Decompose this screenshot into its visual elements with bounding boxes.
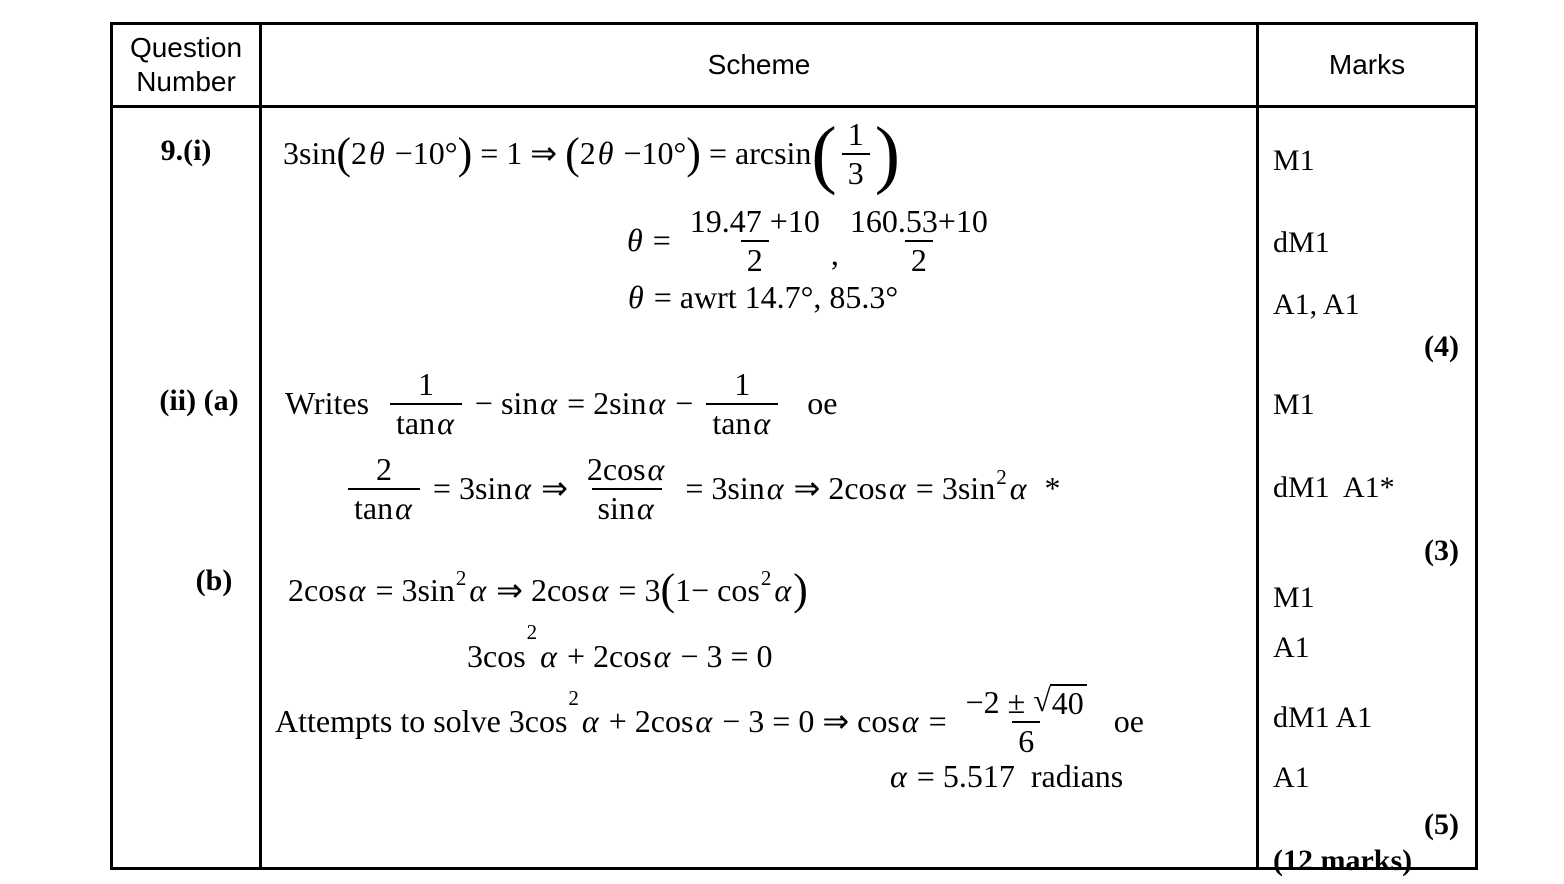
question-label-ii-a: (ii) (a) bbox=[159, 384, 239, 417]
scheme-line-cos-substitution: 2cos α = 3sin 2 α ⇒ 2cos α = 3 ( 1− cos 2 α ) bbox=[288, 565, 808, 615]
mark-m1-1: M1 bbox=[1273, 144, 1315, 177]
scheme-line-two-over-tan: 2 tan α = 3sin α ⇒ 2cos α sin α = 3sin α ⇒ 2cos α = 3sin 2 α * bbox=[343, 451, 1060, 527]
scheme-line-theta-awrt: θ = awrt 14.7°, 85.3° bbox=[628, 279, 899, 315]
mark-subtotal-5: (5) bbox=[1424, 808, 1459, 841]
header-marks: Marks bbox=[1328, 48, 1406, 80]
scheme-line-writes-identity: Writes 1 tan α − sin α = 2sin α − 1 tan α oe bbox=[285, 366, 838, 441]
mark-subtotal-4: (4) bbox=[1424, 330, 1459, 363]
scheme-column bbox=[262, 108, 1259, 867]
scheme-line-alpha-radians: α = 5.517 radians bbox=[890, 758, 1124, 794]
mark-scheme-table bbox=[110, 22, 1478, 877]
header-scheme: Scheme bbox=[262, 25, 1259, 105]
mark-subtotal-3: (3) bbox=[1424, 534, 1459, 567]
mark-a1a1: A1, A1 bbox=[1273, 288, 1360, 321]
header-row bbox=[113, 25, 1475, 108]
scheme-line-theta-fractions: θ = $\frac{19.47 +10}{2}$ , $\frac{160.53+10}{2}$ bbox=[627, 203, 988, 278]
mark-dm1-a1star: dM1 A1* bbox=[1273, 471, 1395, 504]
mark-dm1-1: dM1 bbox=[1273, 226, 1330, 259]
scheme-line-attempts-solve: Attempts to solve 3cos 2 α + 2cos α − 3 = 0 ⇒ cos α = −2 ± √ 40 6 oe bbox=[275, 682, 1144, 759]
mark-a1-2: A1 bbox=[1273, 761, 1310, 794]
question-label-b: (b) bbox=[195, 564, 233, 597]
body-row bbox=[113, 108, 1475, 877]
scheme-line-quadratic: 3cos 2 α + 2cos α − 3 = 0 bbox=[467, 620, 773, 674]
header-question-number: Question Number bbox=[113, 25, 262, 105]
mark-m1-2: M1 bbox=[1273, 388, 1315, 421]
mark-m1-3: M1 bbox=[1273, 581, 1315, 614]
question-number-column bbox=[113, 108, 262, 867]
mark-total-12: (12 marks) bbox=[1273, 844, 1413, 877]
mark-dm1-a1: dM1 A1 bbox=[1273, 701, 1373, 734]
scheme-line-arcsin: 3sin ( 2 θ −10° ) = 1 ⇒ ( 2 θ −10° ) = arcsin ( $\frac{1}{3}$ ) bbox=[283, 111, 901, 196]
mark-a1-1: A1 bbox=[1273, 631, 1310, 664]
marks-column bbox=[1259, 108, 1475, 877]
question-label-9i: 9.(i) bbox=[160, 134, 212, 167]
